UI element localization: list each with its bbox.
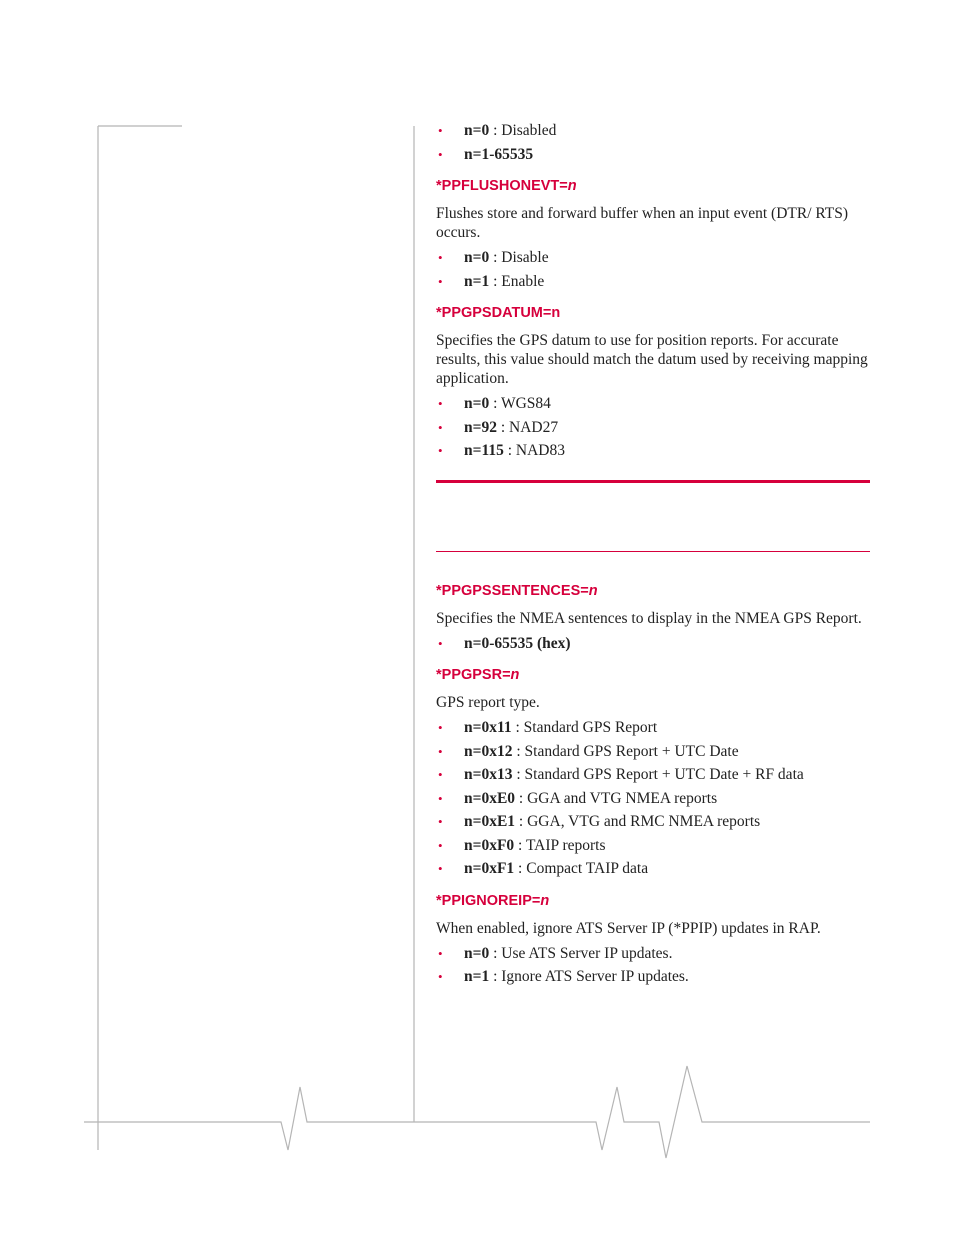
option-value: Use ATS Server IP updates. <box>501 944 673 962</box>
option-separator: : <box>514 836 526 854</box>
bullet-icon: • <box>438 837 443 853</box>
option-key: n=0x13 <box>464 766 513 783</box>
bullet-icon: • <box>438 767 443 782</box>
option-separator: : <box>489 944 502 962</box>
ppgpsdatum-description: Specifies the GPS datum to use for position reports. For accurate results, this value should match the datum used by receiving mapping application. <box>436 332 868 387</box>
option-value: Ignore ATS Server IP updates. <box>501 968 689 985</box>
intro-list <box>436 119 870 166</box>
option-key: n=1-65535 <box>464 145 534 163</box>
bullet-icon: • <box>438 635 443 651</box>
option-separator: : <box>515 789 528 807</box>
option-value: Compact TAIP data <box>526 860 649 877</box>
bottom-waveform-line <box>84 1066 870 1158</box>
list-item <box>436 834 870 858</box>
ppignoreip-options <box>436 942 870 989</box>
list-item <box>436 716 870 740</box>
list-item <box>436 119 870 143</box>
list-item <box>436 632 870 656</box>
bullet-icon: • <box>438 814 443 829</box>
option-key: n=0 <box>464 122 490 139</box>
bullet-icon: • <box>438 250 443 265</box>
bullet-icon: • <box>438 123 443 138</box>
list-item <box>436 246 870 270</box>
ppgpssentences-description: Specifies the NMEA sentences to display in the NMEA GPS Report. <box>436 609 862 627</box>
ppgpsr-description: GPS report type. <box>436 694 540 711</box>
bullet-icon: • <box>438 396 443 411</box>
option-key: n=0 <box>464 395 490 412</box>
ppgpsdatum-options <box>436 392 870 463</box>
ppgpsr-options <box>436 716 870 881</box>
list-item <box>436 740 870 764</box>
option-key: n=0 <box>464 249 490 266</box>
option-key: n=92 <box>464 418 497 436</box>
option-key: n=115 <box>464 442 504 459</box>
ppgpssentences-options <box>436 632 870 656</box>
option-separator: : <box>515 813 528 830</box>
list-item <box>436 416 870 440</box>
option-separator: : <box>512 766 525 783</box>
option-value: Standard GPS Report + UTC Date <box>524 742 739 760</box>
option-value: Standard GPS Report + UTC Date + RF data <box>524 766 804 783</box>
option-key: n=0-65535 (hex) <box>464 634 571 652</box>
option-key: n=0xF0 <box>464 836 515 854</box>
command-heading-ppgpsdatum: *PPGPSDATUM=n <box>436 305 561 321</box>
bullet-icon: • <box>438 945 443 961</box>
option-value: NAD27 <box>509 418 559 436</box>
list-item <box>436 942 870 966</box>
bullet-icon: • <box>438 969 443 984</box>
option-value: Disabled <box>501 122 557 139</box>
bullet-icon: • <box>438 273 443 289</box>
option-key: n=0 <box>464 944 490 962</box>
option-value: WGS84 <box>500 395 551 412</box>
option-value: NAD83 <box>515 442 566 459</box>
option-separator: : <box>489 249 502 266</box>
option-separator: : <box>496 418 510 436</box>
option-separator: : <box>511 719 524 736</box>
bullet-icon: • <box>438 743 443 759</box>
option-key: n=0x11 <box>464 719 512 736</box>
ppflushonevt-options <box>436 246 870 293</box>
command-heading-ppgpsr: *PPGPSR=n <box>436 667 520 683</box>
option-value: Enable <box>501 272 545 290</box>
option-key: n=0xE0 <box>464 789 516 807</box>
option-key: n=1 <box>464 968 490 985</box>
ppignoreip-description: When enabled, ignore ATS Server IP (*PPIP) updates in RAP. <box>436 919 821 937</box>
option-value: GGA, VTG and RMC NMEA reports <box>527 813 761 830</box>
option-separator: : <box>514 860 527 877</box>
ppflushonevt-description: Flushes store and forward buffer when an input event (DTR/ RTS) occurs. <box>436 205 849 241</box>
list-item <box>436 857 870 881</box>
option-value: TAIP reports <box>525 836 606 854</box>
list-item <box>436 810 870 834</box>
option-separator: : <box>503 442 516 459</box>
list-item <box>436 143 870 167</box>
command-heading-ppgpssentences: *PPGPSSENTENCES=n <box>436 582 598 599</box>
list-item <box>436 965 870 989</box>
option-separator: : <box>489 968 502 985</box>
bullet-icon: • <box>438 861 443 876</box>
list-item <box>436 439 870 463</box>
option-key: n=0xE1 <box>464 813 516 830</box>
section-divider-thick <box>436 480 870 483</box>
option-value: Standard GPS Report <box>523 719 658 736</box>
option-value: Disable <box>501 249 549 266</box>
command-heading-ppignoreip: *PPIGNOREIP=n <box>436 892 550 909</box>
list-item <box>436 270 870 294</box>
list-item <box>436 763 870 787</box>
bullet-icon: • <box>438 146 443 162</box>
bullet-icon: • <box>438 720 443 735</box>
command-heading-ppflushonevt: *PPFLUSHONEVT=n <box>436 178 577 194</box>
list-item <box>436 392 870 416</box>
option-key: n=0x12 <box>464 742 513 760</box>
option-key: n=0xF1 <box>464 860 515 877</box>
option-key: n=1 <box>464 272 490 290</box>
option-value: GGA and VTG NMEA reports <box>527 789 718 807</box>
option-separator: : <box>489 122 502 139</box>
option-separator: : <box>489 395 501 412</box>
bullet-icon: • <box>438 790 443 806</box>
option-separator: : <box>489 272 502 290</box>
option-separator: : <box>512 742 525 760</box>
bullet-icon: • <box>438 443 443 458</box>
main-content <box>436 119 870 989</box>
list-item <box>436 787 870 811</box>
bullet-icon: • <box>438 419 443 435</box>
